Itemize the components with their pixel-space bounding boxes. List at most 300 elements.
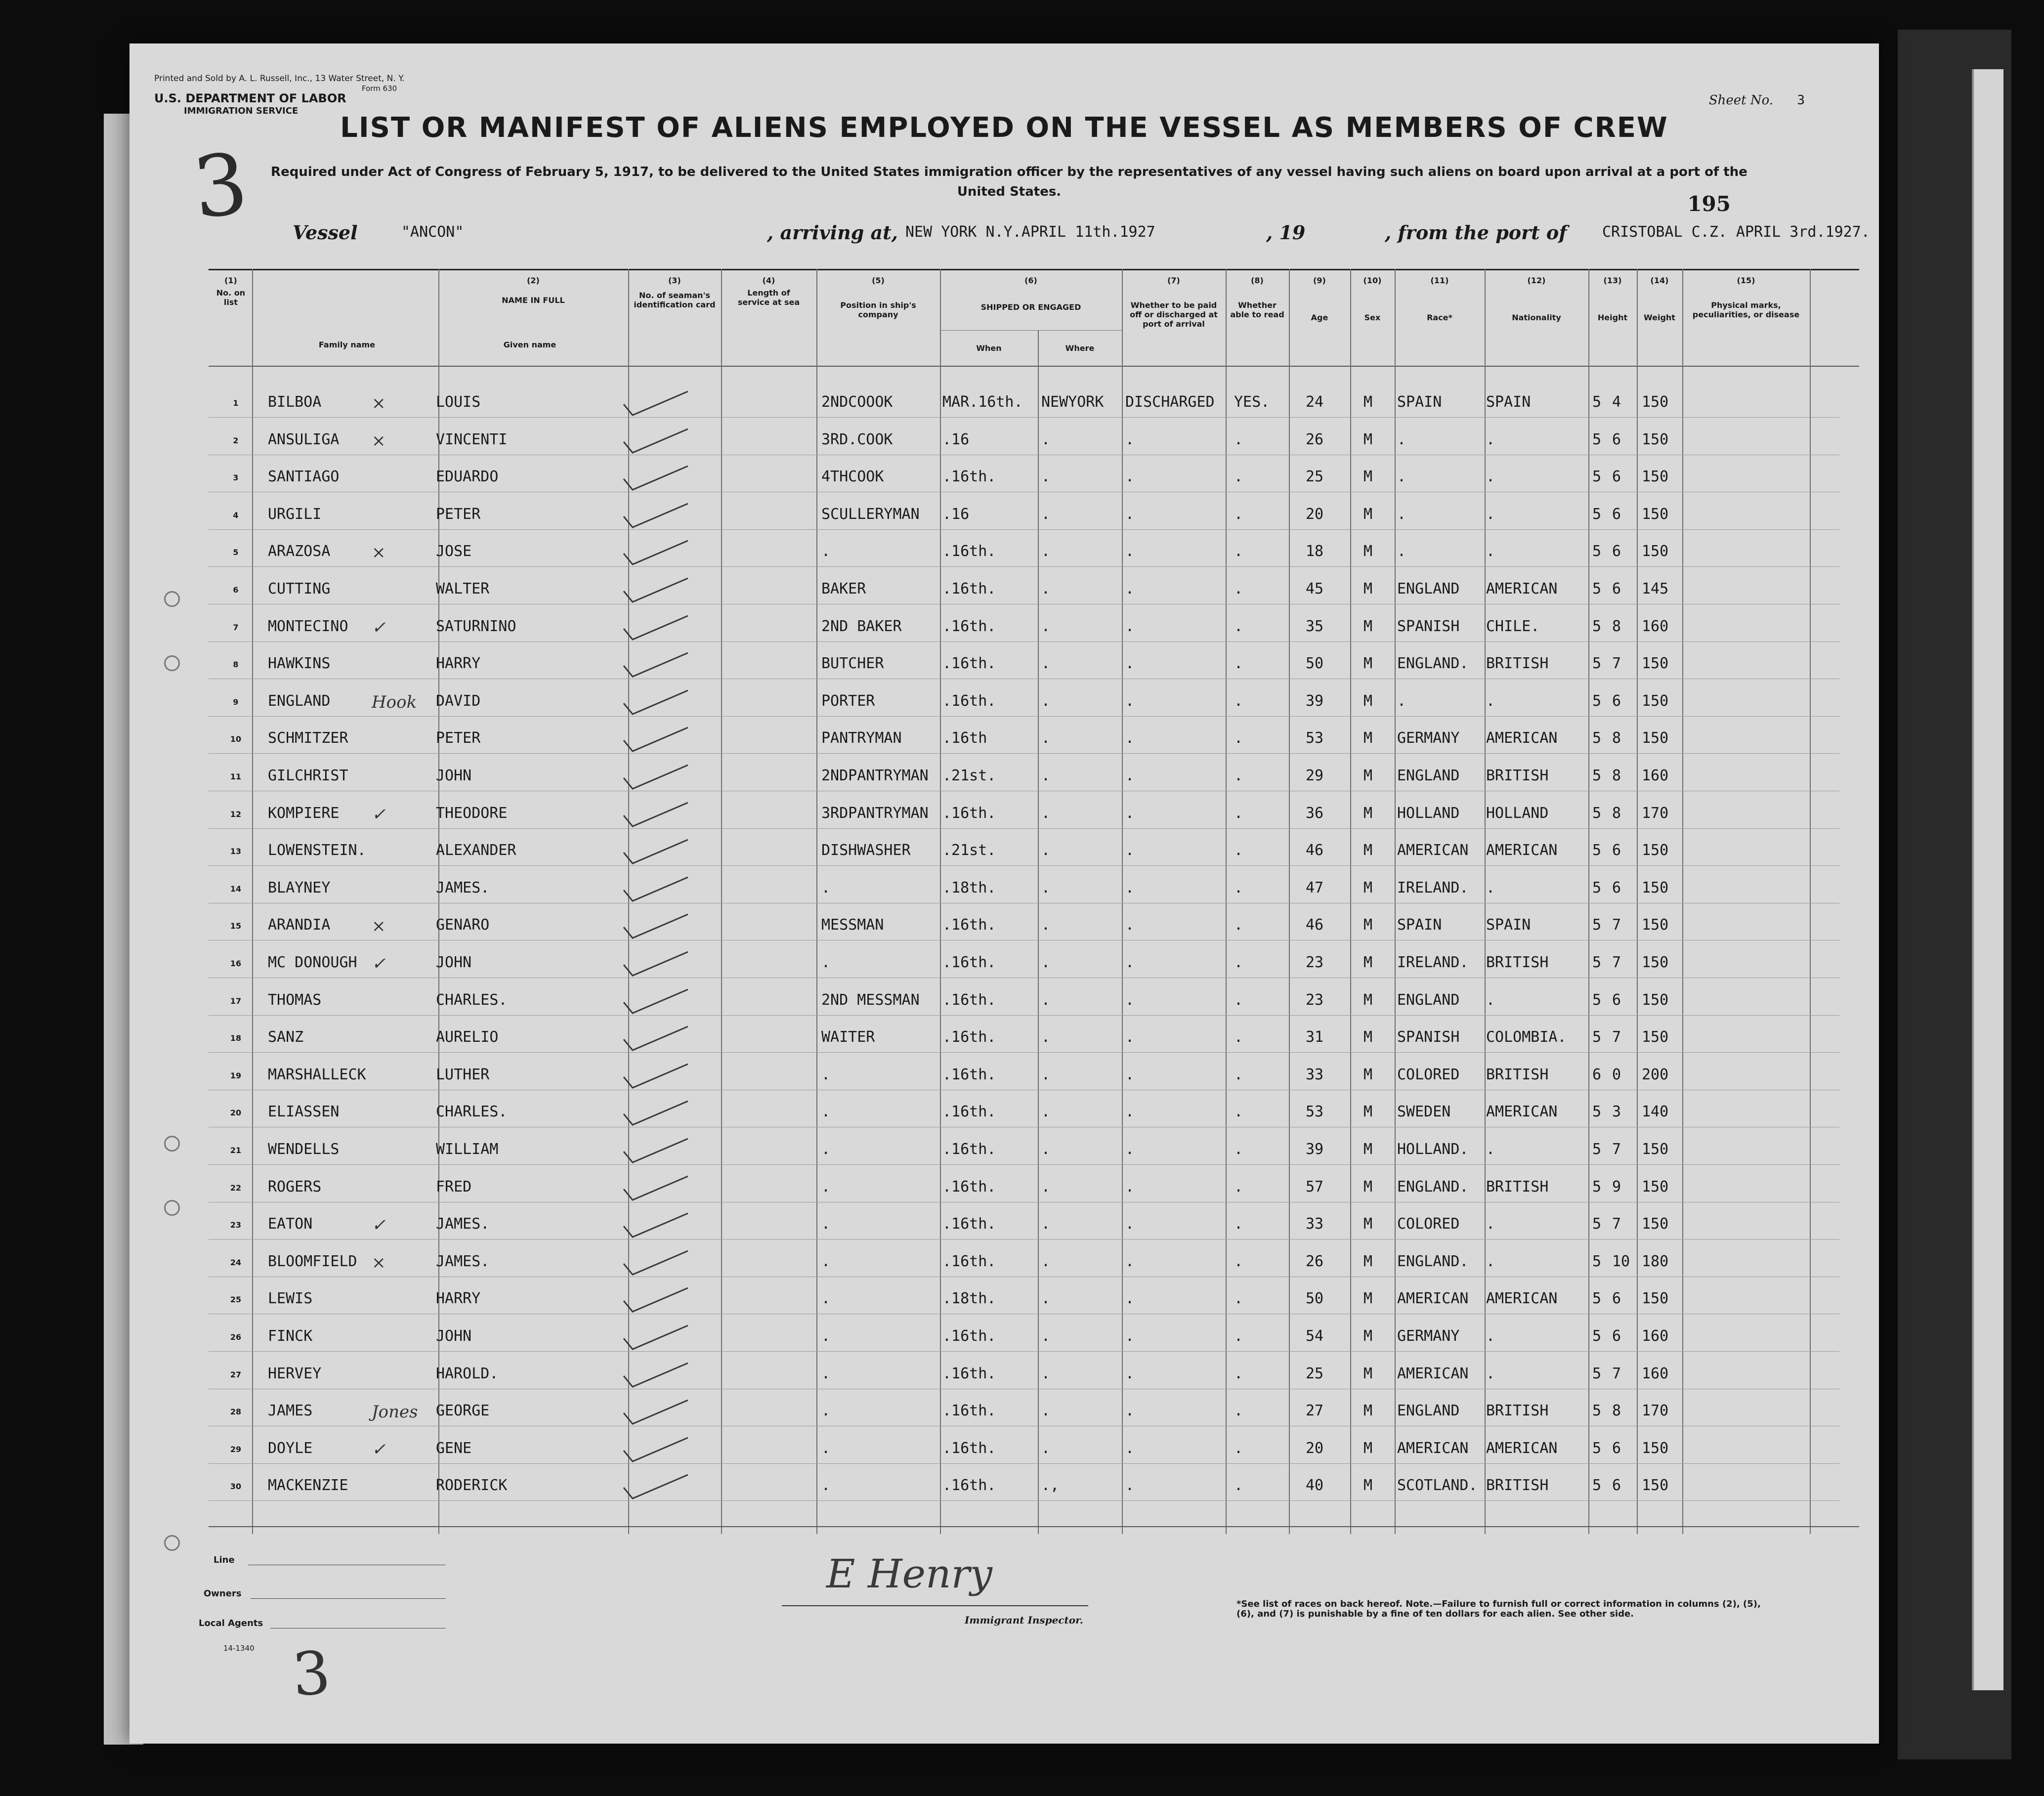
- race: GERMANY: [1397, 729, 1460, 747]
- sex: M: [1363, 1103, 1373, 1121]
- paid-discharged: .: [1125, 767, 1135, 784]
- height-inches: 6: [1612, 1290, 1621, 1308]
- row-number: 18: [230, 1033, 242, 1043]
- paid-discharged: .: [1125, 879, 1135, 897]
- sex: M: [1363, 617, 1373, 635]
- sex: M: [1363, 505, 1373, 523]
- ship-position: .: [821, 543, 831, 560]
- given-name: PETER: [436, 505, 481, 523]
- family-name: HAWKINS: [268, 655, 331, 673]
- form-number: Form 630: [362, 84, 397, 93]
- height-feet: 5: [1592, 580, 1602, 598]
- header-top-rule: [209, 269, 1859, 270]
- sex: M: [1363, 468, 1373, 486]
- shipped-when: .16th.: [942, 617, 996, 635]
- weight: 150: [1642, 393, 1669, 411]
- height-inches: 6: [1612, 879, 1621, 897]
- nationality: BRITISH: [1486, 1178, 1549, 1196]
- owners-blank: [251, 1598, 446, 1599]
- checkmark-icon: [619, 1211, 693, 1241]
- shipped-when: .16th.: [942, 954, 996, 971]
- row-number: 28: [230, 1407, 242, 1417]
- weight: 150: [1642, 1141, 1669, 1158]
- checkmark-icon: [619, 1137, 693, 1166]
- height-inches: 8: [1612, 767, 1621, 784]
- age: 50: [1306, 655, 1324, 673]
- age: 25: [1306, 468, 1324, 486]
- weight: 160: [1642, 1327, 1669, 1345]
- sex: M: [1363, 1028, 1373, 1046]
- sex: M: [1363, 729, 1373, 747]
- ship-position: .: [821, 1290, 831, 1308]
- family-name: GILCHRIST: [268, 767, 348, 784]
- col13-number: (13): [1603, 276, 1622, 285]
- height-inches: 7: [1612, 655, 1621, 673]
- height-feet: 5: [1592, 430, 1602, 448]
- age: 39: [1306, 1141, 1324, 1158]
- checkmark-icon: [619, 1025, 693, 1054]
- height-feet: 5: [1592, 617, 1602, 635]
- paid-discharged: .: [1125, 1327, 1135, 1345]
- race: SCOTLAND.: [1397, 1477, 1478, 1495]
- nationality: BRITISH: [1486, 1402, 1549, 1420]
- col12-header: Nationality: [1512, 313, 1561, 322]
- row-number: 10: [230, 734, 242, 744]
- shipped-when: MAR.16th.: [942, 393, 1023, 411]
- shipped-when: .16th: [942, 729, 987, 747]
- column-rule: [1485, 269, 1486, 1534]
- able-to-read: .: [1234, 543, 1243, 560]
- row-rule: [209, 1164, 1839, 1165]
- nationality: .: [1486, 879, 1495, 897]
- weight: 150: [1642, 1439, 1669, 1457]
- weight: 150: [1642, 505, 1669, 523]
- checkmark-icon: [619, 1099, 693, 1129]
- race: SWEDEN: [1397, 1103, 1451, 1121]
- col10-header: Sex: [1364, 313, 1381, 322]
- age: 53: [1306, 729, 1324, 747]
- given-name: HARRY: [436, 1290, 481, 1308]
- checkmark-icon: [619, 576, 693, 606]
- given-name: CHARLES.: [436, 1103, 508, 1121]
- col5-header: Position in ship's company: [840, 300, 916, 319]
- able-to-read: .: [1234, 1402, 1243, 1420]
- row-rule: [209, 865, 1839, 866]
- col1-header: No. on list: [216, 288, 246, 307]
- row-number: 12: [230, 809, 242, 819]
- col6-number: (6): [1024, 276, 1037, 285]
- able-to-read: .: [1234, 1439, 1243, 1457]
- row-number: 13: [230, 847, 242, 856]
- weight: 150: [1642, 954, 1669, 971]
- row-rule: [209, 753, 1839, 754]
- family-name: ELIASSEN: [268, 1103, 340, 1121]
- height-inches: 9: [1612, 1178, 1621, 1196]
- vessel-line: [293, 221, 1879, 251]
- shipped-when: .16th.: [942, 1028, 996, 1046]
- weight: 150: [1642, 655, 1669, 673]
- shipped-where: .: [1041, 617, 1051, 635]
- shipped-where: .: [1041, 842, 1051, 859]
- nationality: .: [1486, 1327, 1495, 1345]
- ship-position: PANTRYMAN: [821, 729, 902, 747]
- row-number: 9: [233, 697, 239, 707]
- family-name: ROGERS: [268, 1178, 322, 1196]
- age: 24: [1306, 393, 1324, 411]
- checkmark-icon: [619, 838, 693, 867]
- checkmark-icon: [619, 950, 693, 980]
- height-inches: 6: [1612, 1477, 1621, 1495]
- from-label: , from the port of: [1385, 221, 1567, 244]
- given-name: JAMES.: [436, 1252, 490, 1270]
- able-to-read: YES.: [1234, 393, 1270, 411]
- age: 40: [1306, 1477, 1324, 1495]
- family-name: MARSHALLECK: [268, 1066, 366, 1083]
- col14-header: Weight: [1644, 313, 1675, 322]
- column-rule: [1588, 269, 1589, 1534]
- checkmark-icon: [619, 801, 693, 830]
- age: 39: [1306, 692, 1324, 710]
- nationality: .: [1486, 1141, 1495, 1158]
- row-number: 26: [230, 1332, 242, 1342]
- height-feet: 5: [1592, 543, 1602, 560]
- arriving-label: , arriving at,: [767, 221, 898, 244]
- footer-note: *See list of races on back hereof. Note.—Failure to furnish full or correct information in columns (2), (5), (6), and (7) is punishable by a fine of ten dollars for each alien. See other side.: [1236, 1599, 1761, 1619]
- shipped-when: .16th.: [942, 1402, 996, 1420]
- checkmark-icon: [619, 1361, 693, 1391]
- given-name: WILLIAM: [436, 1141, 499, 1158]
- row-rule: [209, 716, 1839, 717]
- able-to-read: .: [1234, 1477, 1243, 1495]
- family-name: MACKENZIE: [268, 1477, 348, 1495]
- paid-discharged: .: [1125, 655, 1135, 673]
- weight: 150: [1642, 1178, 1669, 1196]
- paid-discharged: .: [1125, 505, 1135, 523]
- family-name: DOYLE: [268, 1439, 313, 1457]
- nationality: .: [1486, 505, 1495, 523]
- col3-header: No. of seaman's identification card: [634, 291, 716, 309]
- col6a-header: When: [976, 343, 1002, 353]
- given-name: HAROLD.: [436, 1365, 499, 1382]
- family-name: WENDELLS: [268, 1141, 340, 1158]
- height-feet: 5: [1592, 1028, 1602, 1046]
- ship-position: .: [821, 879, 831, 897]
- footer-form-number: 14-1340: [223, 1644, 255, 1653]
- height-feet: 6: [1592, 1066, 1602, 1083]
- race: SPAIN: [1397, 393, 1442, 411]
- column-rule: [1122, 269, 1123, 1534]
- shipped-where: .: [1041, 1028, 1051, 1046]
- height-feet: 5: [1592, 1365, 1602, 1382]
- column-rule: [1350, 269, 1351, 1534]
- row-rule: [209, 566, 1839, 567]
- punch-hole: [164, 1200, 180, 1216]
- sex: M: [1363, 1178, 1373, 1196]
- shipped-where: .: [1041, 468, 1051, 486]
- ship-position: .: [821, 954, 831, 971]
- family-name: ARAZOSA: [268, 543, 331, 560]
- race: AMERICAN: [1397, 1439, 1469, 1457]
- handwritten-three: 3: [290, 1638, 333, 1710]
- checkmark-icon: [619, 726, 693, 755]
- able-to-read: .: [1234, 842, 1243, 859]
- age: 45: [1306, 580, 1324, 598]
- column-rule: [1038, 330, 1039, 1534]
- height-feet: 5: [1592, 729, 1602, 747]
- shipped-when: .16th.: [942, 1252, 996, 1270]
- shipped-where: .: [1041, 1439, 1051, 1457]
- weight: 150: [1642, 692, 1669, 710]
- weight: 160: [1642, 767, 1669, 784]
- weight: 150: [1642, 543, 1669, 560]
- paid-discharged: .: [1125, 1141, 1135, 1158]
- row-number: 23: [230, 1220, 242, 1230]
- ship-position: 2ND MESSMAN: [821, 991, 920, 1009]
- shipped-when: .21st.: [942, 767, 996, 784]
- sex: M: [1363, 879, 1373, 897]
- shipped-when: .16th.: [942, 804, 996, 822]
- sex: M: [1363, 804, 1373, 822]
- shipped-when: .21st.: [942, 842, 996, 859]
- race: ENGLAND.: [1397, 1252, 1469, 1270]
- ship-position: DISHWASHER: [821, 842, 911, 859]
- race: .: [1397, 468, 1406, 486]
- shipped-when: .16th.: [942, 1439, 996, 1457]
- nationality: .: [1486, 430, 1495, 448]
- ship-position: .: [821, 1477, 831, 1495]
- row-number: 1: [233, 398, 239, 408]
- nationality: .: [1486, 1215, 1495, 1233]
- checkmark-icon: [619, 763, 693, 793]
- shipped-where: .: [1041, 1290, 1051, 1308]
- paid-discharged: .: [1125, 954, 1135, 971]
- shipped-when: .18th.: [942, 1290, 996, 1308]
- ship-position: 2ND BAKER: [821, 617, 902, 635]
- height-feet: 5: [1592, 393, 1602, 411]
- shipped-where: .: [1041, 1365, 1051, 1382]
- shipped-when: .16th.: [942, 1066, 996, 1083]
- race: IRELAND.: [1397, 954, 1469, 971]
- age: 33: [1306, 1066, 1324, 1083]
- ship-position: SCULLERYMAN: [821, 505, 920, 523]
- age: 46: [1306, 916, 1324, 934]
- nationality: SPAIN: [1486, 916, 1531, 934]
- family-name: FINCK: [268, 1327, 313, 1345]
- row-rule: [209, 1015, 1839, 1016]
- sex: M: [1363, 1252, 1373, 1270]
- nationality: BRITISH: [1486, 1477, 1549, 1495]
- adjacent-page-right-edge: [1898, 30, 2011, 1759]
- col3-number: (3): [668, 276, 681, 285]
- age: 36: [1306, 804, 1324, 822]
- annotation-mark: ✓: [372, 954, 386, 974]
- age: 50: [1306, 1290, 1324, 1308]
- from-value: CRISTOBAL C.Z. APRIL 3rd.1927.: [1602, 223, 1870, 241]
- height-feet: 5: [1592, 767, 1602, 784]
- age: 31: [1306, 1028, 1324, 1046]
- height-feet: 5: [1592, 1290, 1602, 1308]
- weight: 140: [1642, 1103, 1669, 1121]
- sheet-label: Sheet No.: [1708, 93, 1774, 108]
- department-label: U.S. DEPARTMENT OF LABOR: [154, 91, 346, 105]
- height-inches: 6: [1612, 430, 1621, 448]
- shipped-when: .16th.: [942, 1477, 996, 1495]
- vessel-name: "ANCON": [401, 223, 464, 241]
- column-rule: [1637, 269, 1638, 1534]
- age: 20: [1306, 1439, 1324, 1457]
- col5-number: (5): [872, 276, 885, 285]
- checkmark-icon: [619, 539, 693, 568]
- row-rule: [209, 641, 1839, 642]
- paid-discharged: .: [1125, 580, 1135, 598]
- shipped-where: .: [1041, 1103, 1051, 1121]
- row-number: 15: [230, 921, 242, 931]
- weight: 150: [1642, 991, 1669, 1009]
- checkmark-icon: [619, 1324, 693, 1353]
- printer-credit: Printed and Sold by A. L. Russell, Inc., 13 Water Street, N. Y.: [154, 74, 405, 84]
- row-rule: [209, 417, 1839, 418]
- checkmark-icon: [619, 1398, 693, 1428]
- weight: 200: [1642, 1066, 1669, 1083]
- able-to-read: .: [1234, 1103, 1243, 1121]
- race: AMERICAN: [1397, 1365, 1469, 1382]
- age: 46: [1306, 842, 1324, 859]
- arriving-value: NEW YORK N.Y.APRIL 11th.1927: [905, 223, 1155, 241]
- sheet-number: [1709, 93, 1805, 108]
- column-rule: [1810, 269, 1811, 1534]
- shipped-where: .: [1041, 767, 1051, 784]
- age: 20: [1306, 505, 1324, 523]
- paid-discharged: .: [1125, 842, 1135, 859]
- family-name: CUTTING: [268, 580, 331, 598]
- given-name: GENARO: [436, 916, 490, 934]
- height-feet: 5: [1592, 1215, 1602, 1233]
- given-name: CHARLES.: [436, 991, 508, 1009]
- shipped-where: .: [1041, 879, 1051, 897]
- weight: 150: [1642, 729, 1669, 747]
- paid-discharged: .: [1125, 729, 1135, 747]
- inspector-signature: E Henry: [826, 1551, 992, 1597]
- row-number: 11: [230, 772, 242, 781]
- shipped-where: .: [1041, 991, 1051, 1009]
- weight: 160: [1642, 617, 1669, 635]
- age: 18: [1306, 543, 1324, 560]
- weight: 180: [1642, 1252, 1669, 1270]
- punch-hole: [164, 591, 180, 607]
- nationality: .: [1486, 692, 1495, 710]
- checkmark-icon: [619, 1062, 693, 1092]
- adjacent-page-strip: [1972, 69, 2003, 1690]
- annotation-mark: ✓: [372, 804, 386, 824]
- race: COLORED: [1397, 1066, 1460, 1083]
- given-name: PETER: [436, 729, 481, 747]
- column-rule: [1395, 269, 1396, 1534]
- checkmark-icon: [619, 987, 693, 1017]
- height-inches: 8: [1612, 1402, 1621, 1420]
- nationality: BRITISH: [1486, 767, 1549, 784]
- given-name: GENE: [436, 1439, 472, 1457]
- height-feet: 5: [1592, 916, 1602, 934]
- family-name: THOMAS: [268, 991, 322, 1009]
- local-agents-label: Local Agents: [199, 1618, 263, 1628]
- row-number: 19: [230, 1070, 242, 1080]
- shipped-when: .16th.: [942, 1178, 996, 1196]
- able-to-read: .: [1234, 692, 1243, 710]
- able-to-read: .: [1234, 1327, 1243, 1345]
- nationality: AMERICAN: [1486, 729, 1558, 747]
- sex: M: [1363, 991, 1373, 1009]
- page-title: LIST OR MANIFEST OF ALIENS EMPLOYED ON THE VESSEL AS MEMBERS OF CREW: [340, 112, 1668, 144]
- shipped-when: .16th.: [942, 1215, 996, 1233]
- checkmark-icon: [619, 875, 693, 905]
- col2-header: NAME IN FULL: [502, 296, 565, 305]
- shipped-when: .16: [942, 505, 970, 523]
- punch-hole: [164, 1136, 180, 1152]
- sex: M: [1363, 1439, 1373, 1457]
- height-inches: 7: [1612, 916, 1621, 934]
- height-feet: 5: [1592, 991, 1602, 1009]
- shipped-where: .: [1041, 543, 1051, 560]
- sex: M: [1363, 1290, 1373, 1308]
- height-inches: 10: [1612, 1252, 1630, 1270]
- height-inches: 7: [1612, 954, 1621, 971]
- race: ENGLAND: [1397, 580, 1460, 598]
- family-name: EATON: [268, 1215, 313, 1233]
- nationality: SPAIN: [1486, 393, 1531, 411]
- race: .: [1397, 505, 1406, 523]
- nationality: HOLLAND: [1486, 804, 1549, 822]
- sex: M: [1363, 655, 1373, 673]
- nationality: BRITISH: [1486, 954, 1549, 971]
- race: ENGLAND.: [1397, 655, 1469, 673]
- inspector-label: Immigrant Inspector.: [965, 1614, 1083, 1626]
- row-number: 14: [230, 884, 242, 894]
- row-rule: [209, 1463, 1839, 1464]
- handwritten-sheet-number: 3: [188, 134, 253, 238]
- given-name: GEORGE: [436, 1402, 490, 1420]
- owners-label: Owners: [204, 1588, 242, 1599]
- nationality: AMERICAN: [1486, 1290, 1558, 1308]
- col10-number: (10): [1363, 276, 1382, 285]
- col11-number: (11): [1430, 276, 1449, 285]
- shipped-where: .: [1041, 505, 1051, 523]
- nationality: .: [1486, 468, 1495, 486]
- given-name: WALTER: [436, 580, 490, 598]
- nationality: AMERICAN: [1486, 842, 1558, 859]
- row-number: 17: [230, 996, 242, 1006]
- checkmark-icon: [619, 427, 693, 457]
- given-name: JAMES.: [436, 879, 490, 897]
- shipped-where: .: [1041, 692, 1051, 710]
- row-number: 5: [233, 548, 239, 557]
- shipped-where: .: [1041, 954, 1051, 971]
- shipped-where: .: [1041, 1327, 1051, 1345]
- shipped-when: .16th.: [942, 991, 996, 1009]
- given-name: VINCENTI: [436, 430, 508, 448]
- race: SPANISH: [1397, 617, 1460, 635]
- weight: 150: [1642, 1477, 1669, 1495]
- col6b-header: Where: [1065, 343, 1095, 353]
- sex: M: [1363, 692, 1373, 710]
- sex: M: [1363, 842, 1373, 859]
- annotation-mark: ✓: [372, 617, 386, 638]
- height-inches: 6: [1612, 991, 1621, 1009]
- given-name: LOUIS: [436, 393, 481, 411]
- age: 25: [1306, 1365, 1324, 1382]
- given-name: HARRY: [436, 655, 481, 673]
- row-rule: [209, 940, 1839, 941]
- height-feet: 5: [1592, 1402, 1602, 1420]
